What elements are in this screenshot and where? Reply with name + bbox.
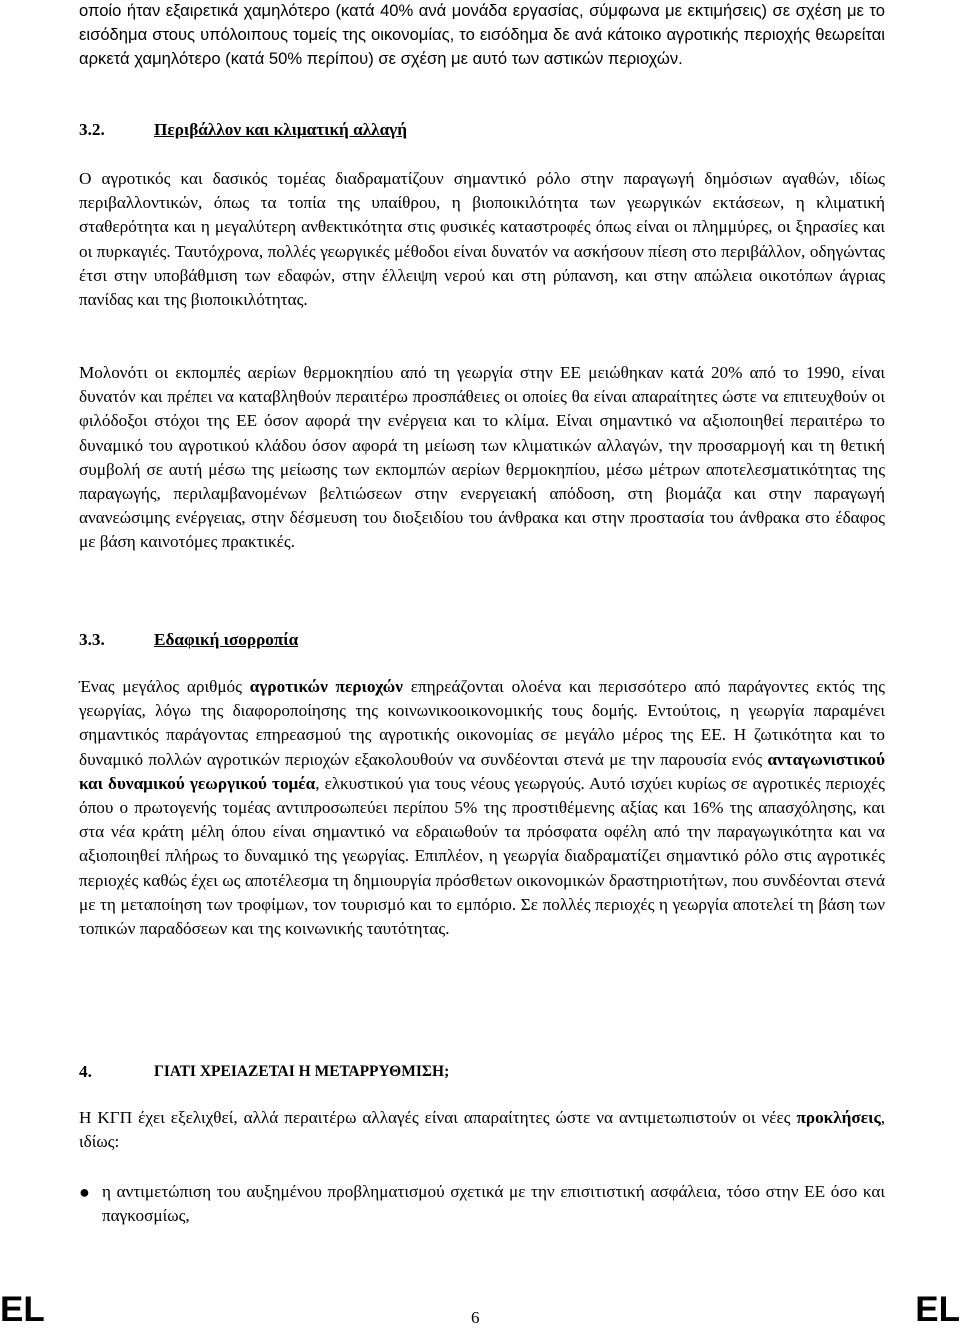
bold-term: ανταγωνιστικού και δυναμικού γεωργικού τομέα — [79, 749, 885, 793]
section-number: 3.2. — [79, 120, 105, 139]
bold-term: αγροτικών περιοχών — [249, 677, 403, 696]
section-number: 3.3. — [79, 630, 105, 649]
text-run: , ελκυστικού για τους νέους γεωργούς. Αυτό ισχύει κυρίως σε αγροτικές περιοχές όπου ο πρωτογενής τομέας αντιπροσωπεύει περίπου 5% της προστιθέμενης αξίας και 16% της απασχόλησης, και στα νέα κράτη μέλη όπου είναι σημαντικό να εδραιωθούν τα πρόσφατα οφέλη από την παραγωγικότητα και να αξιοποιηθεί πλήρως το δυναμικό της γεωργίας. Επιπλέον, η γεωργία διαδραματίζει σημαντικό ρόλο στις αγροτικές περιοχές καθώς έχει ως αποτέλεσμα τη δημιουργία πρόσθετων οικονομικών δραστηριοτήτων, που συνδέονται στενά με τη μεταποίηση των τροφίμων, τον τουρισμό και το εμπόριο. Σε πολλές περιοχές η γεωργία αποτελεί τη βάση των τοπικών παραδόσεων και της κοινωνικής ταυτότητας. — [79, 773, 885, 939]
bullet-item — [79, 1180, 885, 1228]
section-4-heading — [79, 1060, 885, 1084]
section-3-2-paragraph-1: Ο αγροτικός και δασικός τομέας διαδραματίζουν σημαντικό ρόλο στην παραγωγή δημόσιων αγαθών, ιδίως περιβαλλοντικών, όπως τα τοπία της υπαίθρου, η βιοποικιλότητα των γεωργικών εκτάσεων, η κλιματική σταθερότητα και η μεγαλύτερη ανθεκτικότητα στις φυσικές καταστροφές όπως είναι οι πλημμύρες, οι ξηρασίες και οι πυρκαγιές. Ταυτόχρονα, πολλές γεωργικές μέθοδοι είναι δυνατόν να ασκήσουν πίεση στο περιβάλλον, οδηγώντας έτσι στην υποβάθμιση των εδαφών, στην έλλειψη νερού και στη ρύπανση, και στην απώλεια οικοτόπων άγριας πανίδας και της βιοποικιλότητας. — [79, 169, 885, 310]
text-run: , ιδίως: — [79, 1108, 885, 1152]
section-3-2-heading — [79, 118, 885, 142]
text-run: Η ΚΓΠ έχει εξελιχθεί, αλλά περαιτέρω αλλαγές είναι απαραίτητες ώστε να αντιμετωπιστούν οι νέες — [79, 1108, 797, 1127]
footer-language-right: EL — [915, 1290, 960, 1329]
section-title: ΓΙΑΤΙ ΧΡΕΙΑΖΕΤΑΙ Η ΜΕΤΑΡΡΥΘΜΙΣΗ; — [154, 1063, 450, 1080]
footer-language-left: EL — [0, 1290, 45, 1329]
text-run: επηρεάζονται ολοένα και περισσότερο από παράγοντες εκτός της γεωργίας, λόγω της διαφοροποίησης της κοινωνικοοικονομικής τους δομής. Εντούτοις, η γεωργία παραμένει σημαντικός παράγοντας επηρεασμού της αγροτικής οικονομίας σε μεγάλο μέρος της ΕΕ. Η ζωτικότητα και το δυναμικό πολλών αγροτικών περιοχών εξακολουθούν να συνδέονται στενά με την παρουσία ενός — [79, 677, 885, 769]
section-title: Εδαφική ισορροπία — [154, 630, 299, 649]
section-number: 4. — [79, 1062, 92, 1081]
bullet-icon: ● — [79, 1182, 90, 1202]
section-3-3-heading — [79, 628, 885, 652]
page-number: 6 — [471, 1308, 480, 1327]
section-3-3-paragraph — [79, 675, 885, 941]
bullet-text: η αντιμετώπιση του αυξημένου προβληματισμού σχετικά με την επισιτιστική ασφάλεια, τόσο στην ΕΕ όσο και παγκοσμίως, — [102, 1182, 885, 1226]
section-3-2-paragraph-2: Μολονότι οι εκπομπές αερίων θερμοκηπίου από τη γεωργία στην ΕΕ μειώθηκαν κατά 20% από το 1990, είναι δυνατόν και πρέπει να καταβληθούν περαιτέρω προσπάθειες οι οποίες θα είναι απαραίτητες ώστε να επιτευχθούν οι φιλόδοξοι στόχοι της ΕΕ όσον αφορά την ενέργεια και το κλίμα. Είναι σημαντικό να αξιοποιηθεί περαιτέρω το δυναμικό του αγροτικού κλάδου όσον αφορά τη μείωση των κλιματικών αλλαγών, την προσαρμογή και τη θετική συμβολή σε αυτή μέσω της μείωσης των εκπομπών αερίων θερμοκηπίου, μέσω μέτρων αποτελεσματικότητας της παραγωγής, περιλαμβανομένων βελτιώσεων στην ενεργειακή απόδοση, στη βιομάζα και στην παραγωγή ανανεώσιμης ενέργειας, στην δέσμευση του διοξειδίου του άνθρακα και στην προστασία του άνθρακα στο έδαφος με βάση καινοτόμες πρακτικές. — [79, 363, 885, 552]
section-title: Περιβάλλον και κλιματική αλλαγή — [154, 120, 407, 139]
bold-term: προκλήσεις — [796, 1108, 881, 1127]
section-4-paragraph — [79, 1106, 885, 1154]
text-run: Ένας μεγάλος αριθμός — [79, 677, 250, 696]
intro-paragraph: οποίο ήταν εξαιρετικά χαμηλότερο (κατά 40% ανά μονάδα εργασίας, σύμφωνα με εκτιμήσεις) σε σχέση με το εισόδημα στους υπόλοιπους τομείς της οικονομίας, το εισόδημα δε ανά κάτοικο αγροτικής περιοχής θεωρείται αρκετά χαμηλότερο (κατά 50% περίπου) σε σχέση με αυτό των αστικών περιοχών. — [79, 1, 885, 69]
